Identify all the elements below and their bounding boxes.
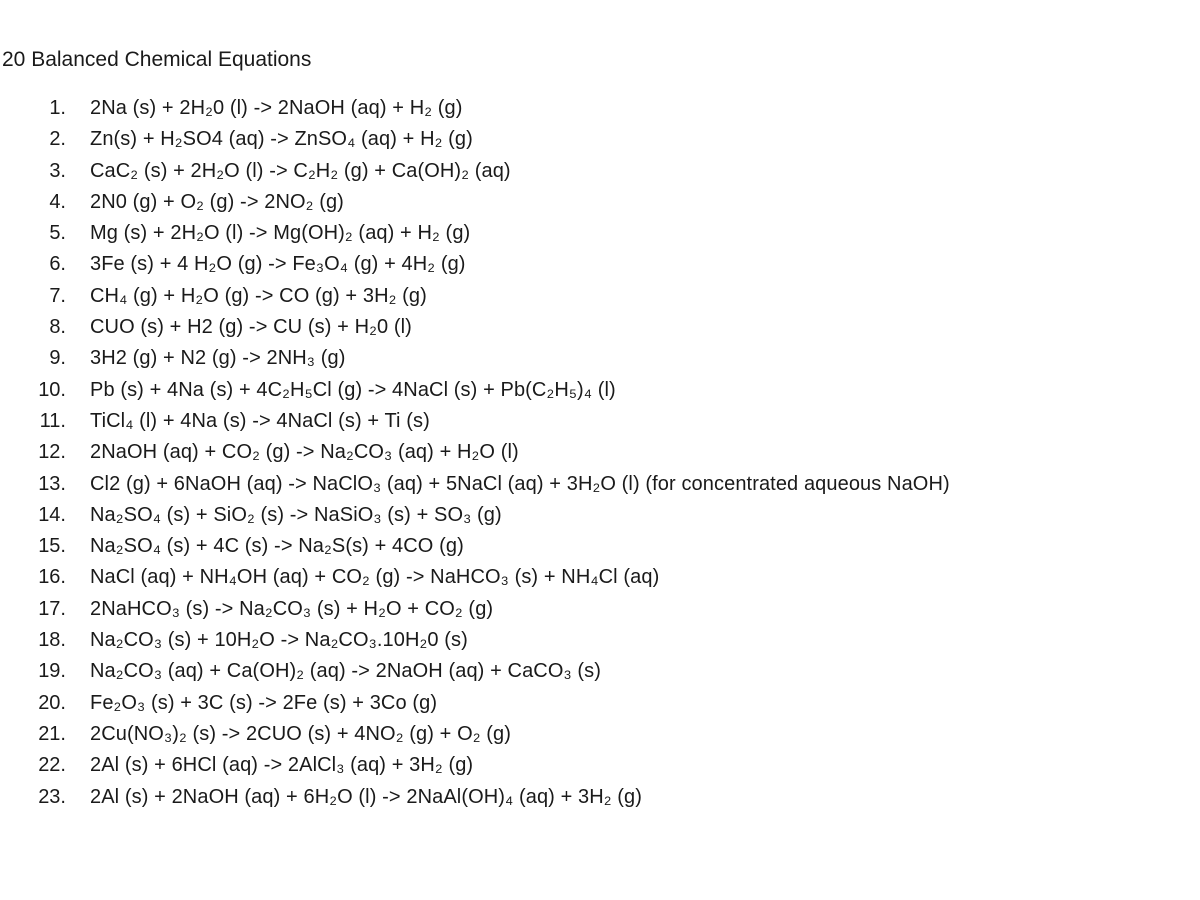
equation-text: CaC₂ (s) + 2H₂O (l) -> C₂H₂ (g) + Ca(OH)₂ (aq) (90, 159, 511, 182)
equation-number: 14. (38, 503, 66, 526)
equation-number: 7. (49, 284, 66, 307)
equation-number: 23. (38, 785, 66, 808)
equation-number: 17. (38, 597, 66, 620)
equation-number: 18. (38, 629, 66, 652)
equation-text: 2NaOH (aq) + CO₂ (g) -> Na₂CO₃ (aq) + H₂O (l) (90, 441, 519, 464)
equation-text: Fe₂O₃ (s) + 3C (s) -> 2Fe (s) + 3Co (g) (90, 691, 438, 714)
equation-text: NaCl (aq) + NH₄OH (aq) + CO₂ (g) -> NaHCO₃ (s) + NH₄Cl (aq) (90, 566, 660, 589)
equation-number: 6. (49, 253, 66, 276)
equation-number: 20. (38, 691, 66, 714)
equation-text: Na₂SO₄ (s) + 4C (s) -> Na₂S(s) + 4CO (g) (90, 535, 464, 558)
equation-text: 3H2 (g) + N2 (g) -> 2NH₃ (g) (90, 347, 346, 370)
equation-text: TiCl₄ (l) + 4Na (s) -> 4NaCl (s) + Ti (s) (90, 409, 430, 432)
equation-text: 2N0 (g) + O₂ (g) -> 2NO₂ (g) (90, 190, 344, 213)
equation-text: Mg (s) + 2H₂O (l) -> Mg(OH)₂ (aq) + H₂ (g) (90, 222, 471, 245)
equation-text: 3Fe (s) + 4 H₂O (g) -> Fe₃O₄ (g) + 4H₂ (g) (90, 253, 466, 276)
equation-text: Pb (s) + 4Na (s) + 4C₂H₅Cl (g) -> 4NaCl (s) + Pb(C₂H₅)₄ (l) (90, 378, 616, 401)
equation-number: 19. (38, 660, 66, 683)
equation-number: 3. (49, 159, 66, 182)
equation-number: 21. (38, 722, 66, 745)
equation-text: 2Al (s) + 2NaOH (aq) + 6H₂O (l) -> 2NaAl(OH)₄ (aq) + 3H₂ (g) (90, 785, 643, 808)
equation-text: Zn(s) + H₂SO4 (aq) -> ZnSO₄ (aq) + H₂ (g) (90, 128, 473, 151)
equation-text: CUO (s) + H2 (g) -> CU (s) + H₂0 (l) (90, 316, 412, 339)
equation-number: 5. (49, 222, 66, 245)
equation-number: 15. (38, 535, 66, 558)
equation-number: 1. (49, 97, 66, 119)
equation-number: 13. (38, 472, 66, 495)
equation-text: Na₂SO₄ (s) + SiO₂ (s) -> NaSiO₃ (s) + SO₃ (g) (90, 503, 502, 526)
equation-text: 2NaHCO₃ (s) -> Na₂CO₃ (s) + H₂O + CO₂ (g) (90, 597, 494, 620)
equation-number: 9. (49, 347, 66, 370)
equation-number: 4. (49, 190, 66, 213)
equation-number: 22. (38, 754, 66, 777)
equation-text: CH₄ (g) + H₂O (g) -> CO (g) + 3H₂ (g) (90, 284, 427, 307)
equation-text: Na₂CO₃ (aq) + Ca(OH)₂ (aq) -> 2NaOH (aq) + CaCO₃ (s) (90, 660, 602, 683)
equation-number: 16. (38, 566, 66, 589)
equation-text: Na₂CO₃ (s) + 10H₂O -> Na₂CO₃.10H₂0 (s) (90, 629, 468, 652)
document-title: 20 Balanced Chemical Equations (2, 48, 312, 71)
equation-text: 2Al (s) + 6HCl (aq) -> 2AlCl₃ (aq) + 3H₂ (g) (90, 754, 474, 777)
equation-text: Cl2 (g) + 6NaOH (aq) -> NaClO₃ (aq) + 5NaCl (aq) + 3H₂O (l) (for concentrated aqueous NaOH) (90, 472, 950, 495)
equation-number: 12. (38, 441, 66, 464)
equation-number: 2. (49, 128, 66, 151)
equation-number: 8. (49, 316, 66, 339)
equation-text: 2Cu(NO₃)₂ (s) -> 2CUO (s) + 4NO₂ (g) + O₂ (g) (90, 722, 511, 745)
equation-number: 11. (39, 409, 66, 432)
equation-number: 10. (38, 378, 66, 401)
equation-text: 2Na (s) + 2H₂0 (l) -> 2NaOH (aq) + H₂ (g) (90, 97, 463, 119)
